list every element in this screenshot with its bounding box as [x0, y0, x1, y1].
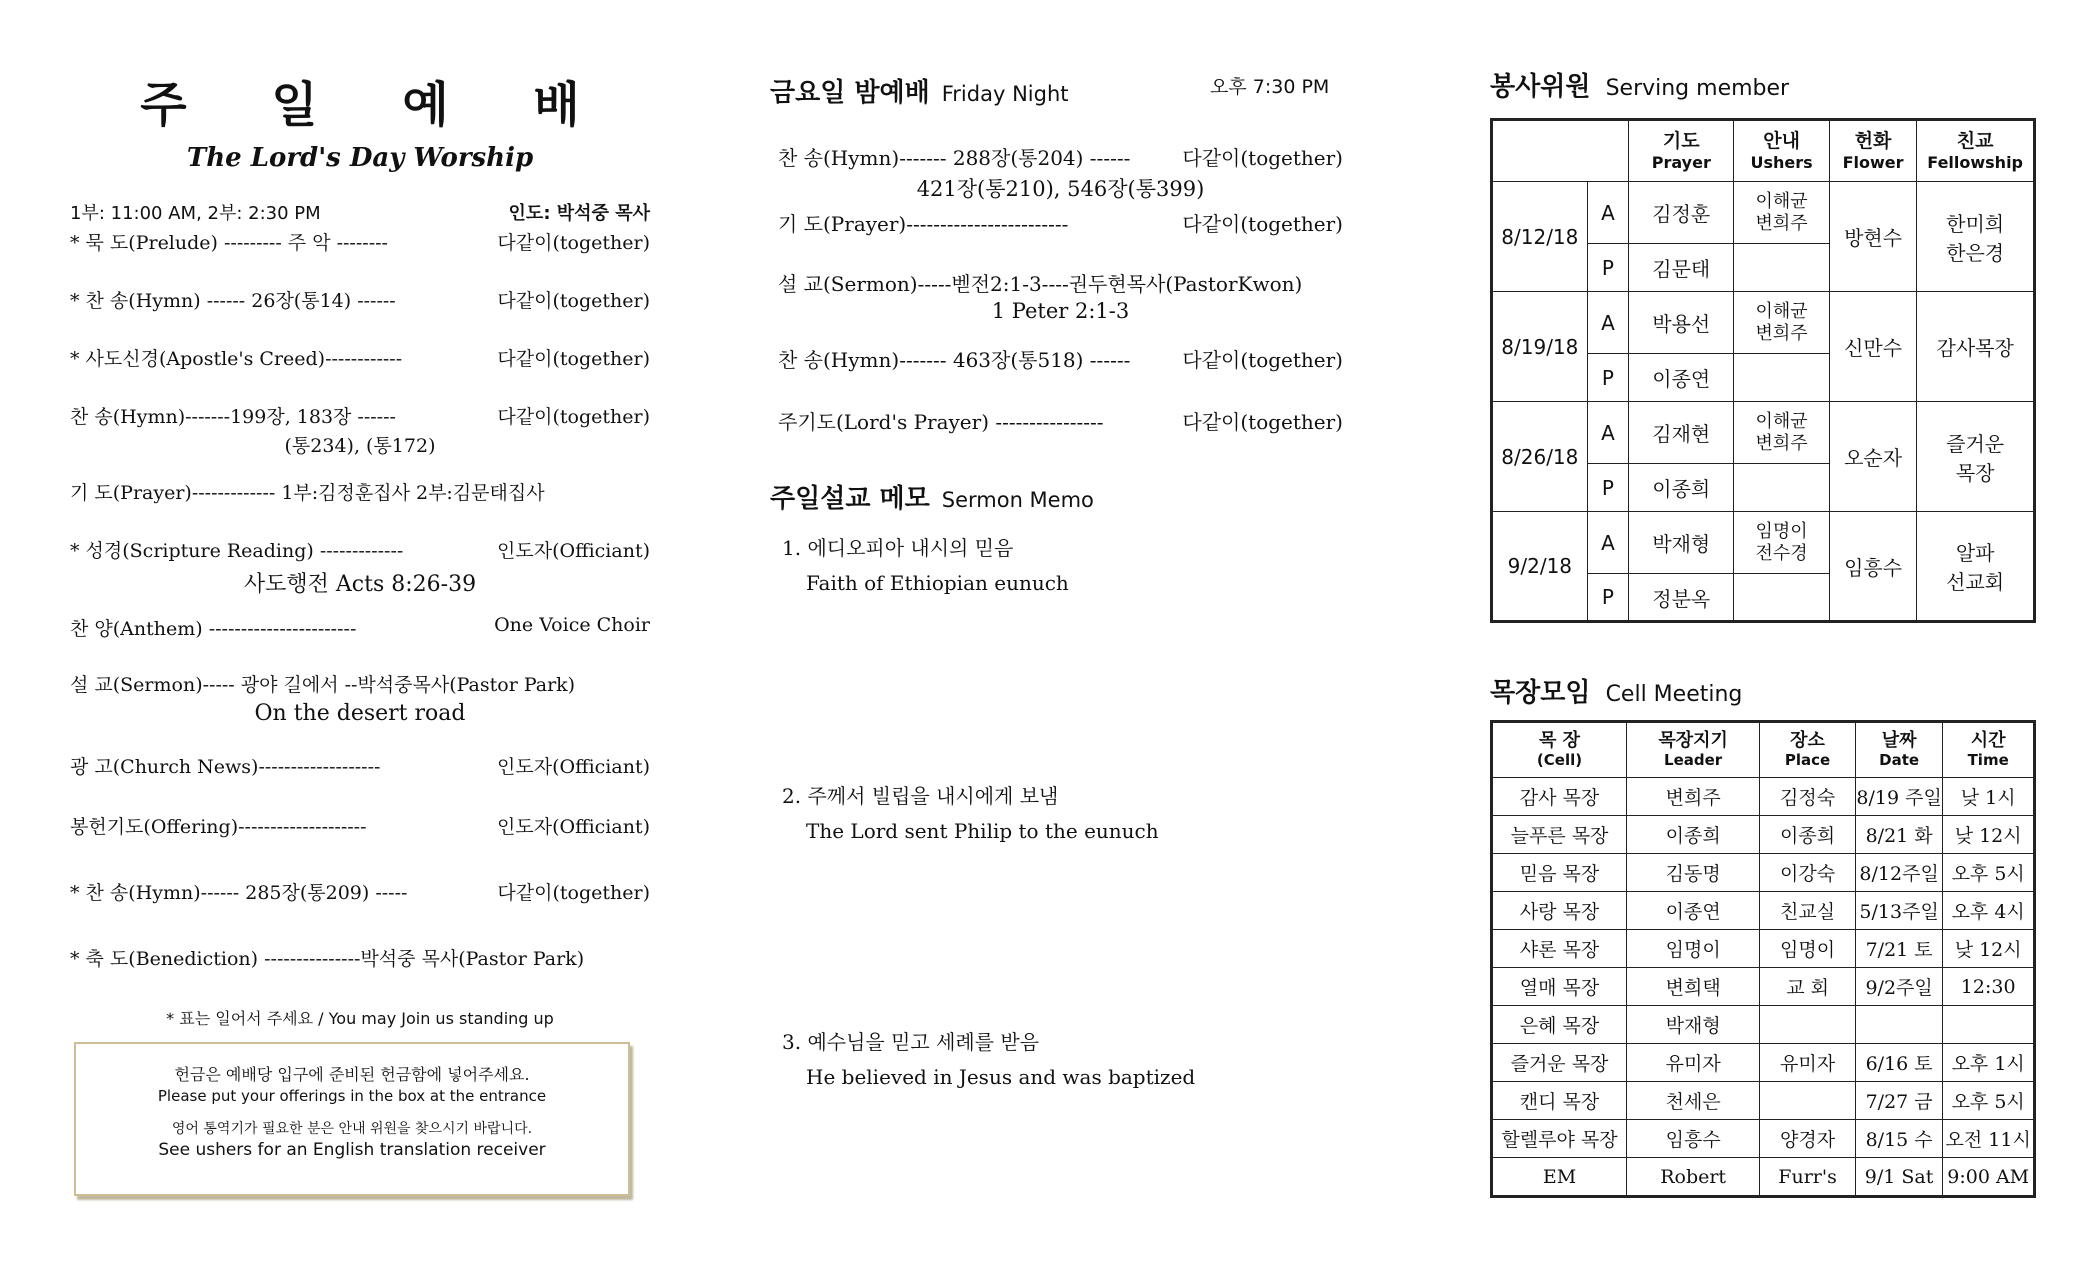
cell-date: 8/19 주일 [1855, 778, 1943, 816]
serving-date: 8/19/18 [1492, 292, 1588, 402]
worship-order-role: 다같이(together) [497, 348, 650, 370]
serving-flower: 신만수 [1829, 292, 1917, 402]
worship-order-item [70, 812, 650, 839]
cell-name: 늘푸른 목장 [1492, 816, 1627, 854]
worship-order-role: 인도자(Officiant) [497, 540, 650, 562]
cell-leader: 임흥수 [1627, 1120, 1760, 1158]
serving-header-prayer: 기도 Prayer [1629, 120, 1734, 182]
offering-notice-en: Please put your offerings in the box at the entrance [157, 1086, 547, 1105]
worship-order-role: 다같이(together) [497, 406, 650, 428]
serving-ushers: 이해균 변희주 [1734, 182, 1829, 244]
serving-empty-cell [1734, 574, 1829, 622]
serving-empty-cell [1734, 354, 1829, 402]
serving-prayer-p: 이종희 [1629, 464, 1734, 512]
friday-time: 오후 7:30 PM [1210, 76, 1330, 98]
worship-order-detail: (통234), (통172) [284, 435, 436, 457]
cell-row [1492, 892, 2035, 930]
serving-fellowship: 한미희 한은경 [1917, 182, 2035, 292]
cell-time: 오후 4시 [1943, 892, 2035, 930]
translation-notice-ko: 영어 통역기가 필요한 분은 안내 위원을 찾으시기 바랍니다. [171, 1120, 533, 1137]
friday-order-role: 다같이(together) [1182, 212, 1343, 236]
cell-name: 즐거운 목장 [1492, 1044, 1627, 1082]
memo-point-en: Faith of Ethiopian eunuch [806, 571, 1069, 595]
serving-flower: 방현수 [1829, 182, 1917, 292]
translation-notice-en: See ushers for an English translation receiver [158, 1139, 546, 1160]
memo-point-ko: 1. 에디오피아 내시의 믿음 [782, 536, 1014, 560]
serving-prayer-p: 이종연 [1629, 354, 1734, 402]
cell-row [1492, 968, 2035, 1006]
serving-ushers: 이해균 변희주 [1734, 292, 1829, 354]
cell-time: 12:30 [1943, 968, 2035, 1006]
cell-row [1492, 1006, 2035, 1044]
cell-place: 양경자 [1760, 1120, 1856, 1158]
friday-order-line [778, 208, 1343, 237]
volunteer-column [1490, 0, 2040, 1275]
friday-title-ko: 금요일 밤예배 [770, 78, 930, 108]
worship-order-label: 광 고(Church News)------------------- [70, 756, 381, 778]
cell-date: 8/12주일 [1855, 854, 1943, 892]
serving-prayer-a: 박재형 [1629, 512, 1734, 574]
friday-order-label: 찬 송(Hymn)------- 288장(통204) ------ [778, 146, 1131, 170]
worship-order-line [70, 944, 650, 971]
cell-name: 샤론 목장 [1492, 930, 1627, 968]
worship-order-line [70, 478, 650, 505]
cell-date: 9/1 Sat [1855, 1158, 1943, 1197]
cell-leader: 김동명 [1627, 854, 1760, 892]
friday-order-line [778, 142, 1343, 171]
memo-point [782, 532, 1069, 595]
friday-order-line [778, 406, 1343, 435]
memo-point [782, 1026, 1195, 1089]
serving-ushers: 임명이 전수경 [1734, 512, 1829, 574]
worship-order-role: 인도자(Officiant) [497, 816, 650, 838]
cell-leader: 변희택 [1627, 968, 1760, 1006]
cell-row [1492, 1158, 2035, 1197]
cell-date: 6/16 토 [1855, 1044, 1943, 1082]
serving-ushers: 이해균 변희주 [1734, 402, 1829, 464]
worship-order-label: * 사도신경(Apostle's Creed)------------ [70, 348, 403, 370]
serving-label-a: A [1587, 182, 1629, 244]
worship-order-line [70, 536, 650, 563]
cell-name: 캔디 목장 [1492, 1082, 1627, 1120]
worship-subtitle: The Lord's Day Worship [186, 143, 534, 173]
serving-label-a: A [1587, 292, 1629, 354]
worship-order-label: 기 도(Prayer)------------- 1부:김정훈집사 2부:김문태집사 [70, 482, 545, 504]
worship-order-label: * 축 도(Benediction) ---------------박석중 목사(Pastor Park) [70, 948, 585, 970]
cell-date: 7/27 금 [1855, 1082, 1943, 1120]
friday-heading [770, 72, 1350, 109]
serving-date: 8/12/18 [1492, 182, 1588, 292]
worship-leader: 인도: 박석중 목사 [508, 203, 650, 224]
cell-header-place: 장소 Place [1760, 722, 1856, 778]
cell-date: 8/15 수 [1855, 1120, 1943, 1158]
offering-notice-box [74, 1042, 630, 1196]
cell-time: 낮 12시 [1943, 816, 2035, 854]
cell-leader: 이종연 [1627, 892, 1760, 930]
cell-row [1492, 778, 2035, 816]
cell-leader: 변희주 [1627, 778, 1760, 816]
worship-order-role: 인도자(Officiant) [497, 756, 650, 778]
serving-fellowship: 알파 선교회 [1917, 512, 2035, 622]
cell-heading [1490, 672, 1742, 709]
cell-place: 친교실 [1760, 892, 1856, 930]
serving-row-a [1492, 402, 2035, 464]
memo-point-ko: 2. 주께서 빌립을 내시에게 보냄 [782, 784, 1059, 808]
friday-order-label: 주기도(Lord's Prayer) ---------------- [778, 410, 1104, 434]
worship-title: 주 일 예 배 [140, 77, 614, 133]
cell-time: 낮 1시 [1943, 778, 2035, 816]
serving-fellowship: 즐거운 목장 [1917, 402, 2035, 512]
worship-order-detail: On the desert road [254, 701, 466, 726]
cell-time: 오후 1시 [1943, 1044, 2035, 1082]
worship-order-label: * 찬 송(Hymn) ------ 26장(통14) ------ [70, 290, 396, 312]
worship-order-role: One Voice Choir [494, 614, 650, 636]
cell-time: 낮 12시 [1943, 930, 2035, 968]
worship-order-item [70, 478, 650, 505]
serving-label-a: A [1587, 402, 1629, 464]
memo-heading [770, 478, 1094, 515]
cell-title-ko: 목장모임 [1490, 678, 1591, 708]
serving-date: 9/2/18 [1492, 512, 1588, 622]
friday-order-role: 다같이(together) [1182, 348, 1343, 372]
cell-place: 임명이 [1760, 930, 1856, 968]
serving-prayer-p: 정분옥 [1629, 574, 1734, 622]
friday-title-en: Friday Night [941, 82, 1069, 106]
friday-order-role: 다같이(together) [1182, 410, 1343, 434]
worship-order-role: 다같이(together) [497, 882, 650, 904]
cell-name: 믿음 목장 [1492, 854, 1627, 892]
friday-order-item [778, 268, 1343, 323]
worship-order-item [70, 878, 650, 905]
cell-row [1492, 1082, 2035, 1120]
cell-header-date: 날짜 Date [1855, 722, 1943, 778]
serving-date: 8/26/18 [1492, 402, 1588, 512]
serving-prayer-p: 김문태 [1629, 244, 1734, 292]
cell-date: 9/2주일 [1855, 968, 1943, 1006]
worship-order-label: 봉헌기도(Offering)-------------------- [70, 816, 367, 838]
serving-row-a [1492, 292, 2035, 354]
cell-place [1760, 1006, 1856, 1044]
cell-time: 오후 5시 [1943, 854, 2035, 892]
serving-heading [1490, 66, 1789, 103]
memo-point-en: The Lord sent Philip to the eunuch [806, 819, 1159, 843]
serving-title-ko: 봉사위원 [1490, 72, 1591, 102]
memo-point [782, 780, 1159, 843]
cell-header-cell: 목 장 (Cell) [1492, 722, 1627, 778]
friday-order-line [778, 344, 1343, 373]
cell-row [1492, 930, 2035, 968]
cell-date: 8/21 화 [1855, 816, 1943, 854]
cell-time: 오후 5시 [1943, 1082, 2035, 1120]
cell-place: 이강숙 [1760, 854, 1856, 892]
friday-memo-column [770, 0, 1370, 1275]
worship-order-label: * 찬 송(Hymn)------ 285장(통209) ----- [70, 882, 408, 904]
worship-order-line [70, 812, 650, 839]
serving-empty-cell [1734, 244, 1829, 292]
friday-order-item [778, 406, 1343, 435]
cell-leader: 유미자 [1627, 1044, 1760, 1082]
worship-column [70, 0, 650, 1275]
worship-order-role: 다같이(together) [497, 290, 650, 312]
cell-row [1492, 816, 2035, 854]
friday-order-item [778, 344, 1343, 373]
cell-place: 유미자 [1760, 1044, 1856, 1082]
friday-order-label: 찬 송(Hymn)------- 463장(통518) ------ [778, 348, 1131, 372]
friday-order-detail: 421장(통210), 546장(통399) [916, 177, 1205, 201]
worship-order-role: 다같이(together) [497, 232, 650, 254]
worship-order-label: 설 교(Sermon)----- 광야 길에서 --박석중목사(Pastor Park) [70, 674, 576, 696]
worship-order-line [70, 402, 650, 429]
serving-prayer-a: 김재현 [1629, 402, 1734, 464]
cell-date: 7/21 토 [1855, 930, 1943, 968]
serving-header-blank [1492, 120, 1629, 182]
worship-order-line [70, 228, 650, 255]
worship-order-item [70, 344, 650, 371]
friday-order-line [778, 268, 1343, 297]
friday-order-label: 설 교(Sermon)-----벧전2:1-3----권두현목사(PastorKwon) [778, 272, 1303, 296]
worship-order-item [70, 286, 650, 313]
memo-title-ko: 주일설교 메모 [770, 484, 930, 514]
cell-leader: Robert [1627, 1158, 1760, 1197]
serving-header-fellowship: 친교 Fellowship [1917, 120, 2035, 182]
cell-time: 9:00 AM [1943, 1158, 2035, 1197]
worship-order-item [70, 944, 650, 971]
cell-row [1492, 1044, 2035, 1082]
cell-time: 오전 11시 [1943, 1120, 2035, 1158]
serving-header-flower: 헌화 Flower [1829, 120, 1917, 182]
serving-header-ushers: 안내 Ushers [1734, 120, 1829, 182]
serving-prayer-a: 박용선 [1629, 292, 1734, 354]
serving-table [1490, 118, 2036, 623]
worship-order-line [70, 670, 650, 697]
serving-flower: 오순자 [1829, 402, 1917, 512]
cell-place: 이종희 [1760, 816, 1856, 854]
cell-name: 사랑 목장 [1492, 892, 1627, 930]
cell-header-leader: 목장지기 Leader [1627, 722, 1760, 778]
cell-name: EM [1492, 1158, 1627, 1197]
serving-row-a [1492, 512, 2035, 574]
cell-place: Furr's [1760, 1158, 1856, 1197]
cell-name: 감사 목장 [1492, 778, 1627, 816]
cell-time [1943, 1006, 2035, 1044]
worship-times-row [70, 199, 650, 225]
cell-date [1855, 1006, 1943, 1044]
offering-notice-ko: 헌금은 예배당 입구에 준비된 헌금함에 넣어주세요. [174, 1065, 530, 1084]
worship-order-item [70, 228, 650, 255]
service-times: 1부: 11:00 AM, 2부: 2:30 PM [70, 203, 321, 224]
friday-order-item [778, 142, 1343, 203]
standing-note: * 표는 일어서 주세요 / You may Join us standing up [166, 1009, 554, 1028]
worship-order-line [70, 286, 650, 313]
cell-date: 5/13주일 [1855, 892, 1943, 930]
worship-order-item [70, 752, 650, 779]
serving-label-a: A [1587, 512, 1629, 574]
cell-header-row [1492, 722, 2035, 778]
worship-order-label: * 묵 도(Prelude) --------- 주 악 -------- [70, 232, 388, 254]
cell-header-time: 시간 Time [1943, 722, 2035, 778]
memo-title-en: Sermon Memo [941, 488, 1094, 512]
cell-meeting-table [1490, 720, 2036, 1198]
serving-fellowship: 감사목장 [1917, 292, 2035, 402]
cell-name: 은혜 목장 [1492, 1006, 1627, 1044]
worship-order-line [70, 614, 650, 641]
cell-place: 교 회 [1760, 968, 1856, 1006]
cell-name: 열매 목장 [1492, 968, 1627, 1006]
friday-order-label: 기 도(Prayer)------------------------ [778, 212, 1069, 236]
serving-flower: 임흥수 [1829, 512, 1917, 622]
serving-label-p: P [1587, 574, 1629, 622]
serving-label-p: P [1587, 464, 1629, 512]
worship-order-line [70, 878, 650, 905]
cell-row [1492, 1120, 2035, 1158]
cell-leader: 이종희 [1627, 816, 1760, 854]
serving-header-row [1492, 120, 2035, 182]
cell-leader: 천세은 [1627, 1082, 1760, 1120]
serving-title-en: Serving member [1605, 76, 1790, 101]
memo-point-en: He believed in Jesus and was baptized [806, 1065, 1196, 1089]
cell-place [1760, 1082, 1856, 1120]
worship-order-detail: 사도행전 Acts 8:26-39 [243, 572, 477, 597]
worship-order-item [70, 670, 650, 726]
cell-name: 할렐루야 목장 [1492, 1120, 1627, 1158]
worship-order-line [70, 752, 650, 779]
friday-order-detail: 1 Peter 2:1-3 [991, 299, 1130, 323]
worship-order-label: 찬 양(Anthem) ----------------------- [70, 618, 357, 640]
friday-order-role: 다같이(together) [1182, 146, 1343, 170]
worship-order-item [70, 402, 650, 458]
friday-order-item [778, 208, 1343, 237]
worship-order-item [70, 614, 650, 641]
cell-place: 김정숙 [1760, 778, 1856, 816]
cell-title-en: Cell Meeting [1605, 682, 1743, 707]
memo-point-ko: 3. 예수님을 믿고 세례를 받음 [782, 1030, 1040, 1054]
worship-order-item [70, 536, 650, 598]
serving-label-p: P [1587, 354, 1629, 402]
serving-row-a [1492, 182, 2035, 244]
cell-row [1492, 854, 2035, 892]
worship-order-line [70, 344, 650, 371]
worship-order-label: 찬 송(Hymn)-------199장, 183장 ------ [70, 406, 396, 428]
cell-leader: 임명이 [1627, 930, 1760, 968]
worship-order-label: * 성경(Scripture Reading) ------------- [70, 540, 404, 562]
serving-empty-cell [1734, 464, 1829, 512]
serving-label-p: P [1587, 244, 1629, 292]
serving-prayer-a: 김정훈 [1629, 182, 1734, 244]
cell-leader: 박재형 [1627, 1006, 1760, 1044]
